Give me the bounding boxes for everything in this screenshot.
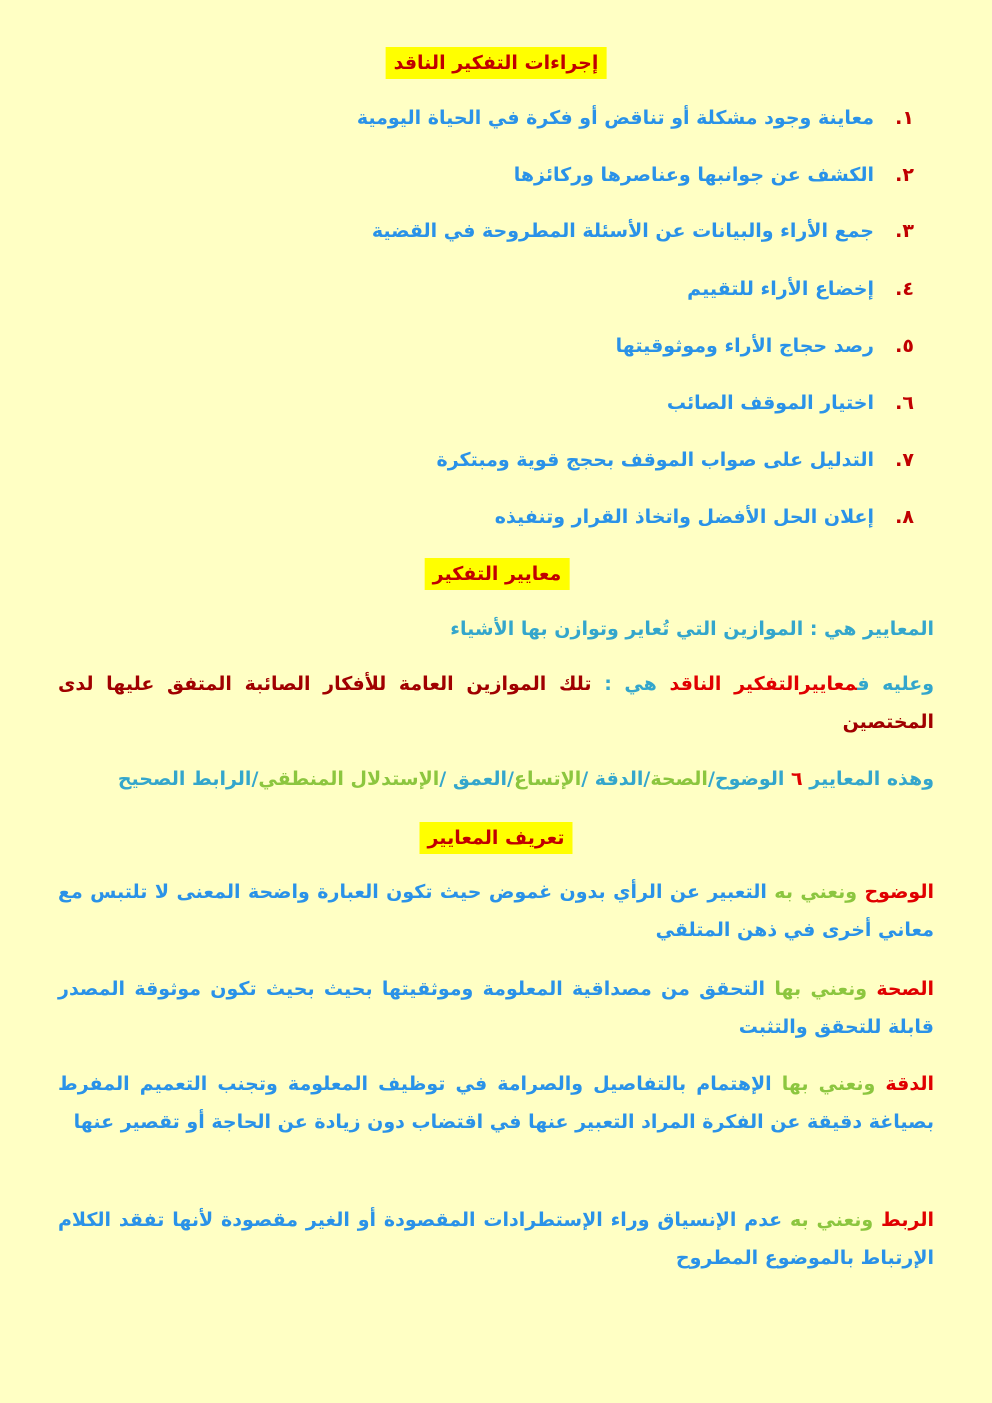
list-text: معاينة وجود مشكلة أو تناقض أو فكرة في الحياة اليومية: [356, 107, 874, 129]
list-item: [357, 103, 914, 133]
definition-term: معاييرالتفكير الناقد: [669, 673, 858, 695]
list-item: [616, 331, 914, 361]
definition-paragraph: [58, 970, 934, 1046]
list-number: ٥.: [895, 335, 914, 357]
standards-lead: وهذه المعايير: [802, 768, 934, 790]
definition-term: الوضوح: [864, 881, 934, 903]
standards-item: الوضوح: [714, 768, 792, 790]
list-number: ١.: [895, 107, 914, 129]
standards-definition: المعايير هي : الموازين التي تُعاير وتوازن بها الأشياء: [450, 618, 934, 640]
list-text: اختيار الموقف الصائب: [666, 392, 874, 414]
list-item: [687, 274, 914, 304]
definition-text: التعبير عن الرأي بدون غموض حيث تكون العبارة واضحة المعنى لا تلتبس مع معاني أخرى في ذهن المتلقي: [58, 881, 934, 941]
standards-item: /الدقة /: [581, 768, 651, 790]
heading-definitions: تعريف المعايير: [419, 822, 572, 854]
list-text: رصد حجاج الأراء وموثوقيتها: [615, 335, 874, 357]
standards-item: /: [707, 768, 715, 790]
list-number: ٨.: [895, 506, 914, 528]
definition-connector: ونعني به: [766, 881, 865, 903]
definition-connector: ونعني بها: [771, 1073, 886, 1095]
heading-procedures: إجراءات التفكير الناقد: [386, 47, 607, 79]
heading-standards: معايير التفكير: [425, 558, 570, 590]
list-text: إعلان الحل الأفضل واتخاذ القرار وتنفيذه: [494, 506, 874, 528]
list-number: ٧.: [895, 449, 914, 471]
list-text: الكشف عن جوانبها وعناصرها وركائزها: [513, 164, 874, 186]
list-item: [372, 216, 914, 246]
definition-paragraph: [58, 1201, 934, 1277]
definition-prefix: وعليه ف: [857, 673, 935, 695]
definition-connector: ونعني به: [782, 1209, 882, 1231]
list-number: ٦.: [895, 392, 914, 414]
definition-text: التحقق من مصداقية المعلومة وموثقيتها بحيث بحيث تكون موثوقة المصدر قابلة للتحقق والتثبت: [58, 978, 934, 1038]
standards-item: /الرابط الصحيح: [117, 768, 259, 790]
critical-thinking-definition: [58, 665, 934, 741]
list-number: ٤.: [895, 278, 914, 300]
list-item: [514, 160, 914, 190]
definition-text: تلك الموازين العامة للأفكار الصائبة المتفق عليها لدى المختصين: [58, 673, 934, 733]
definition-connector: ونعني بها: [765, 978, 877, 1000]
definition-paragraph: [58, 1065, 934, 1141]
standards-item: /العمق /: [439, 768, 514, 790]
definition-paragraph: [58, 873, 934, 949]
list-number: ٣.: [895, 220, 914, 242]
list-item: [667, 388, 914, 418]
definition-term: الصحة: [876, 978, 934, 1000]
standards-item: الإستدلال المنطقي: [258, 768, 440, 790]
definition-term: الدقة: [885, 1073, 934, 1095]
list-text: التدليل على صواب الموقف بحجج قوية ومبتكرة: [436, 449, 874, 471]
definition-text: الإهتمام بالتفاصيل والصرامة في توظيف المعلومة وتجنب التعميم المفرط بصياغة دقيقة عن الفكرة المراد التعبير عنها في اقتضاب دون زيادة عن الحاجة أو تقصير عنها: [58, 1073, 934, 1133]
list-number: ٢.: [895, 164, 914, 186]
definition-term: الربط: [881, 1209, 934, 1231]
standards-item: الصحة: [650, 768, 708, 790]
definition-is: هي :: [591, 673, 670, 695]
standards-items: [118, 768, 791, 790]
standards-count: ٦: [791, 768, 803, 790]
standards-item: الإتساع: [514, 768, 582, 790]
definition-text: عدم الإنسياق وراء الإستطرادات المقصودة أو الغير مقصودة لأنها تفقد الكلام الإرتباط بالموضوع المطروح: [58, 1209, 934, 1269]
list-text: إخضاع الأراء للتقييم: [687, 278, 874, 300]
list-item: [436, 445, 914, 475]
list-item: [495, 502, 914, 532]
list-text: جمع الأراء والبيانات عن الأسئلة المطروحة في القضية: [371, 220, 874, 242]
standards-list: [58, 760, 934, 798]
